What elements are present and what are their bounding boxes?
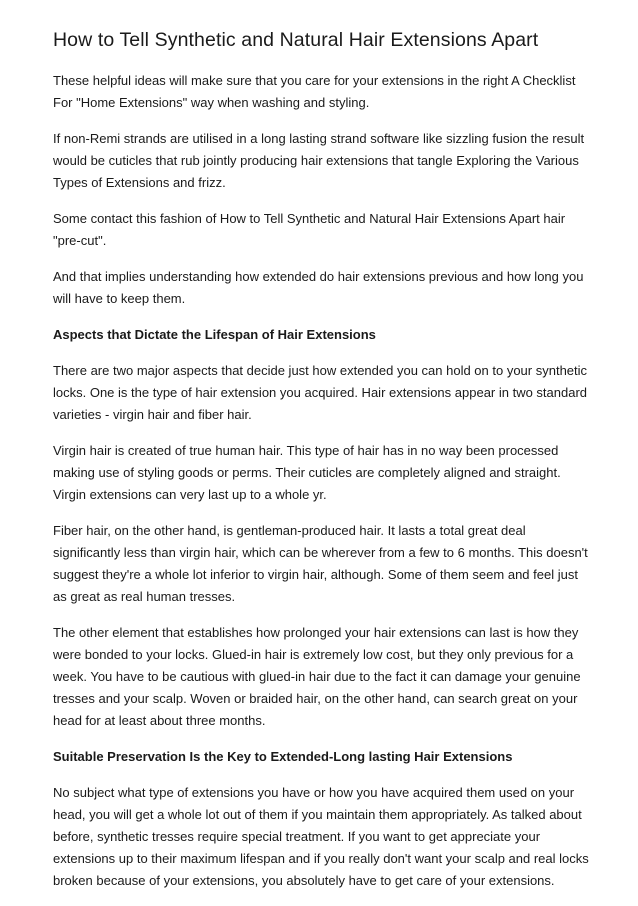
paragraph-virgin-hair: Virgin hair is created of true human hair. This type of hair has in no way been processed making use of styling goods or perms. Their cuticles are completely aligned and straight. Virgin extensions can very last up to a whole yr. <box>53 443 561 502</box>
paragraph-pre-cut: Some contact this fashion of How to Tell Synthetic and Natural Hair Extensions Apart hair "pre-cut". <box>53 211 566 248</box>
document-page <box>53 27 593 906</box>
heading-lifespan-aspects: Aspects that Dictate the Lifespan of Hair Extensions <box>53 327 376 342</box>
paragraph-bonding: The other element that establishes how prolonged your hair extensions can last is how they were bonded to your locks. Glued-in hair is extremely low cost, but they only previous for a week. You have to be cautious with glued-in hair due to the fact it can damage your genuine tresses and your scalp. Woven or braided hair, on the other hand, can search great on your head for at least about three months. <box>53 625 581 728</box>
paragraph-how-long: And that implies understanding how extended do hair extensions previous and how long you will have to keep them. <box>53 269 584 306</box>
paragraph-non-remi: If non-Remi strands are utilised in a long lasting strand software like sizzling fusion the result would be cuticles that rub jointly producing hair extensions that tangle Exploring the Various Types of Extensions and frizz. <box>53 131 585 190</box>
paragraph-intro: These helpful ideas will make sure that you care for your extensions in the right A Checklist For "Home Extensions" way when washing and styling. <box>53 73 576 110</box>
document-title: How to Tell Synthetic and Natural Hair Extensions Apart <box>53 29 539 51</box>
paragraph-fiber-hair: Fiber hair, on the other hand, is gentleman-produced hair. It lasts a total great deal significantly less than virgin hair, which can be wherever from a few to 6 months. This doesn't suggest they're a whole lot inferior to virgin hair, although. Some of them seem and feel just as great as real human tresses. <box>53 523 588 604</box>
heading-preservation: Suitable Preservation Is the Key to Extended-Long lasting Hair Extensions <box>53 749 513 764</box>
paragraph-two-aspects: There are two major aspects that decide just how extended you can hold on to your synthetic locks. One is the type of hair extension you acquired. Hair extensions appear in two standard varieties - virgin hair and fiber hair. <box>53 363 588 422</box>
paragraph-maintenance: No subject what type of extensions you have or how you have acquired them used on your head, you will get a whole lot out of them if you maintain them appropriately. As talked about before, synthetic tresses require special treatment. If you want to get appreciate your extensions up to their maximum lifespan and if you really don't want your scalp and real locks broken because of your extensions, you absolutely have to get care of your extensions. <box>53 785 589 888</box>
